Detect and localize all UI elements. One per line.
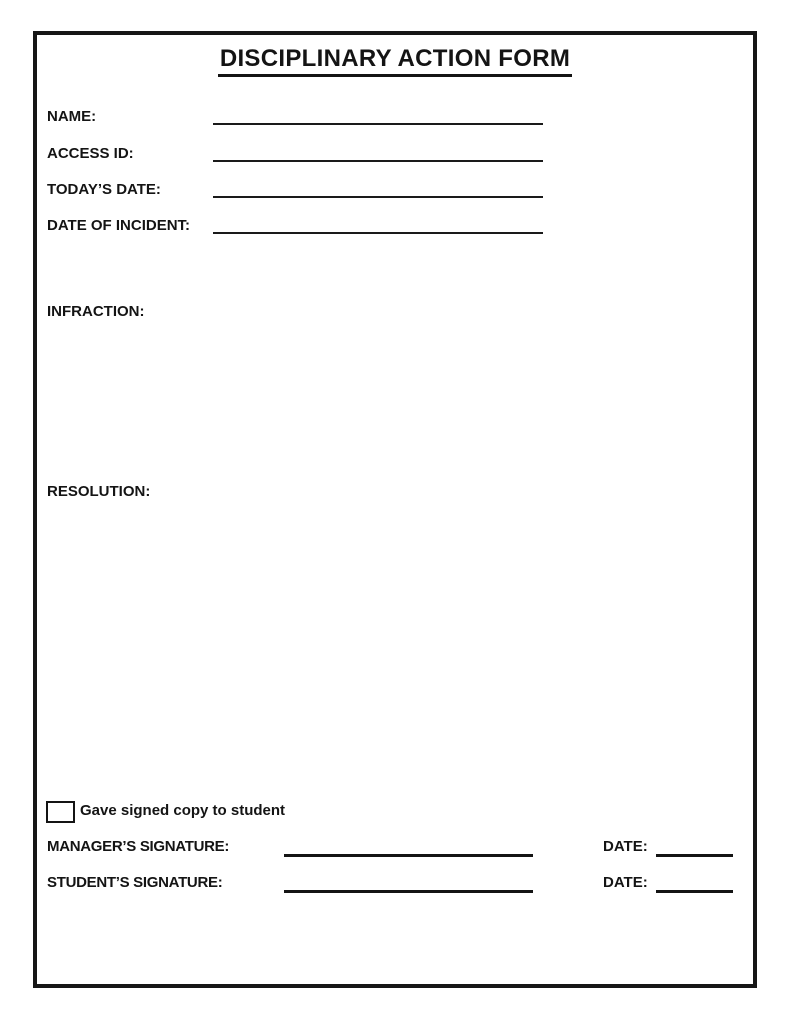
date-of-incident-input-line[interactable]	[213, 232, 543, 234]
manager-signature-line[interactable]	[284, 854, 533, 857]
name-input-line[interactable]	[213, 123, 543, 125]
resolution-label: RESOLUTION:	[47, 483, 151, 500]
gave-signed-copy-label: Gave signed copy to student	[80, 802, 286, 819]
date-of-incident-label: DATE OF INCIDENT:	[47, 217, 191, 234]
student-signature-label: STUDENT’S SIGNATURE:	[47, 874, 223, 891]
student-signature-line[interactable]	[284, 890, 533, 893]
page-title: DISCIPLINARY ACTION FORM	[218, 45, 572, 77]
manager-date-label: DATE:	[603, 838, 648, 855]
access-id-input-line[interactable]	[213, 160, 543, 162]
title-row	[0, 45, 790, 77]
todays-date-label: TODAY’S DATE:	[47, 181, 161, 198]
infraction-label: INFRACTION:	[47, 303, 145, 320]
todays-date-input-line[interactable]	[213, 196, 543, 198]
name-label: NAME:	[47, 108, 97, 125]
manager-date-line[interactable]	[656, 854, 733, 857]
gave-signed-copy-checkbox[interactable]	[46, 801, 75, 823]
student-date-label: DATE:	[603, 874, 648, 891]
student-date-line[interactable]	[656, 890, 733, 893]
manager-signature-label: MANAGER’S SIGNATURE:	[47, 838, 230, 855]
access-id-label: ACCESS ID:	[47, 145, 134, 162]
